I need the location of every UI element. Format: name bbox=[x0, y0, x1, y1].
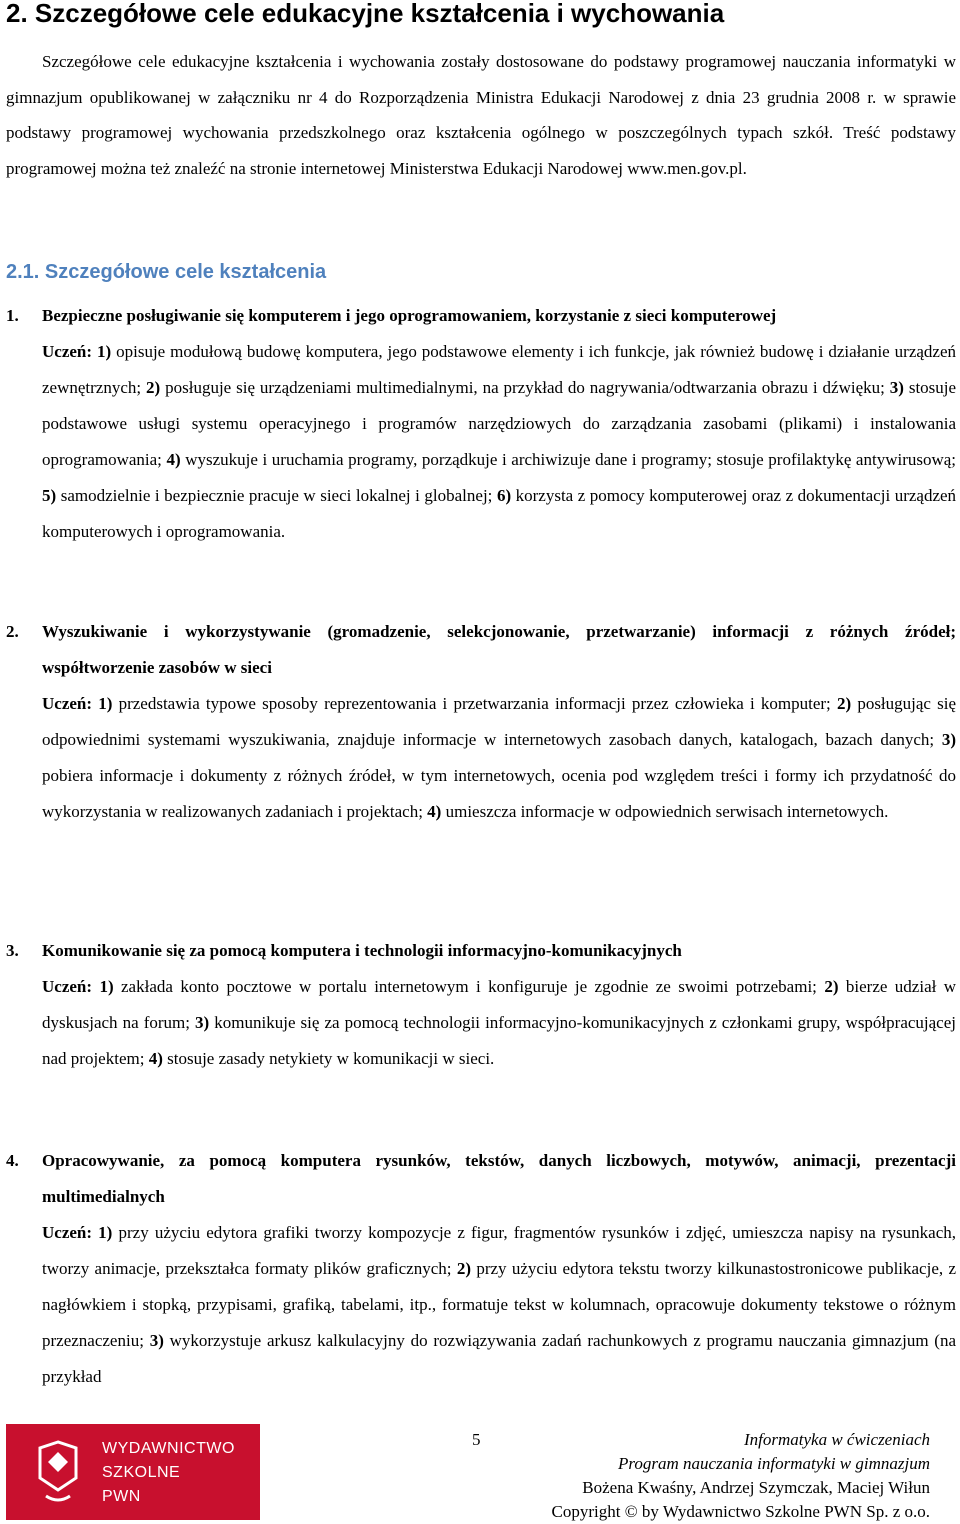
part-number: 1) bbox=[96, 342, 112, 361]
objective-number: 2. bbox=[6, 622, 19, 641]
part-number: 3) bbox=[941, 730, 956, 749]
objective-1 bbox=[6, 298, 956, 550]
pwn-logo-icon bbox=[28, 1438, 88, 1508]
part-text: przy użyciu edytora tekstu tworzy kilkunastostronicowe publikacje, z nagłówkiem i stopką, przypisami, grafiką, tabelami, itp., formatuje tekst w kolumnach, opracowuje dokumenty tekstowe o różnym przeznaczeniu; bbox=[42, 1259, 957, 1350]
part-number: 2) bbox=[456, 1259, 471, 1278]
part-text: bierze udział w dyskusjach na forum; bbox=[42, 977, 957, 1032]
lead-label: Uczeń: bbox=[42, 977, 93, 996]
objective-heading: Komunikowanie się za pomocą komputera i technologii informacyjno-komunikacyjnych bbox=[42, 941, 682, 960]
part-text: wyszukuje i uruchamia programy, porządkuje i archiwizuje dane i programy; stosuje profilaktykę antywirusową; bbox=[185, 450, 957, 469]
part-number: 2) bbox=[824, 977, 839, 996]
program-title: Program nauczania informatyki w gimnazjum bbox=[618, 1454, 930, 1473]
objective-number: 4. bbox=[6, 1151, 19, 1170]
part-number: 3) bbox=[889, 378, 904, 397]
objective-body bbox=[42, 1215, 956, 1395]
part-text: stosuje podstawowe usługi systemu operacyjnego i programów narzędziowych do zarządzania zasobami (plikami) i instalowania oprogramowania; bbox=[42, 378, 957, 469]
part-number: 3) bbox=[195, 1013, 210, 1032]
objective-4 bbox=[6, 1143, 956, 1395]
intro-paragraph: Szczegółowe cele edukacyjne kształcenia i wychowania zostały dostosowane do podstawy programowej nauczania informatyki w gimnazjum opublikowanej w załączniku nr 4 do Rozporządzenia Ministra Edukacji Narodowej z dnia 23 grudnia 2008 r. w sprawie podstawy programowej wychowania przedszkolnego oraz kształcenia ogólnego w poszczególnych typach szkół. Treść podstawy programowej można też znaleźć na stronie internetowej Ministerstwa Edukacji Narodowej www.men.gov.pl. bbox=[6, 52, 956, 178]
part-text: zakłada konto pocztowe w portalu internetowym i konfiguruje je zgodnie ze swoimi potrzebami; bbox=[121, 977, 817, 996]
logo-line: PWN bbox=[102, 1488, 141, 1505]
part-text: posługując się odpowiednimi systemami wyszukiwania, znajduje informacje w internetowych zasobach danych, katalogach, bazach danych; bbox=[42, 694, 957, 749]
part-text: wykorzystuje arkusz kalkulacyjny do rozwiązywania zadań rachunkowych z programu nauczania gimnazjum (na przykład bbox=[42, 1331, 956, 1386]
part-number: 2) bbox=[146, 378, 161, 397]
part-number: 1) bbox=[98, 1223, 113, 1242]
objective-2 bbox=[6, 614, 956, 830]
book-title: Informatyka w ćwiczeniach bbox=[743, 1430, 930, 1449]
objective-body bbox=[42, 334, 956, 550]
logo-line: WYDAWNICTWO bbox=[102, 1440, 235, 1457]
part-number: 2) bbox=[836, 694, 852, 713]
objective-3 bbox=[6, 933, 956, 1077]
part-text: stosuje zasady netykiety w komunikacji w sieci. bbox=[167, 1049, 495, 1068]
section-title: 2.1. Szczegółowe cele kształcenia bbox=[6, 261, 327, 283]
publisher-logo bbox=[6, 1424, 260, 1520]
part-number: 5) bbox=[42, 486, 57, 505]
part-text: opisuje modułową budowę komputera, jego podstawowe elementy i ich funkcje, jak również budowę i działanie urządzeń zewnętrznych; bbox=[42, 342, 957, 397]
lead-label: Uczeń: bbox=[42, 694, 93, 713]
part-text: posługuje się urządzeniami multimedialnymi, na przykład do nagrywania/odtwarzania obrazu i dźwięku; bbox=[165, 378, 885, 397]
part-number: 3) bbox=[149, 1331, 164, 1350]
part-number: 4) bbox=[166, 450, 181, 469]
part-number: 1) bbox=[99, 977, 114, 996]
part-number: 4) bbox=[148, 1049, 163, 1068]
objective-number: 1. bbox=[6, 306, 19, 325]
page-number: 5 bbox=[472, 1430, 481, 1449]
objective-number: 3. bbox=[6, 941, 19, 960]
part-number: 6) bbox=[496, 486, 512, 505]
authors: Bożena Kwaśny, Andrzej Szymczak, Maciej Wiłun bbox=[582, 1478, 930, 1497]
part-text: samodzielnie i bezpiecznie pracuje w sieci lokalnej i globalnej; bbox=[60, 486, 493, 505]
lead-label: Uczeń: bbox=[42, 1223, 93, 1242]
part-text: przy użyciu edytora grafiki tworzy kompozycje z figur, fragmentów rysunków i zdjęć, umieszcza napisy na rysunkach, tworzy animacje, przekształca formaty plików graficznych; bbox=[42, 1223, 957, 1278]
objective-heading: Wyszukiwanie i wykorzystywanie (gromadzenie, selekcjonowanie, przetwarzanie) informacji z różnych źródeł; współtworzenie zasobów w sieci bbox=[42, 622, 956, 677]
logo-line: SZKOLNE bbox=[102, 1464, 181, 1481]
part-text: pobiera informacje i dokumenty z różnych źródeł, w tym internetowych, ocenia pod względem treści i formy ich przydatność do wykorzystania w realizowanych zadaniach i projektach; bbox=[42, 766, 956, 821]
part-number: 1) bbox=[98, 694, 113, 713]
objective-heading: Opracowywanie, za pomocą komputera rysunków, tekstów, danych liczbowych, motywów, animacji, prezentacji multimedialnych bbox=[42, 1151, 956, 1206]
chapter-title: 2. Szczegółowe cele edukacyjne kształcenia i wychowania bbox=[6, 0, 725, 28]
logo-text bbox=[102, 1437, 235, 1509]
copyright: Copyright © by Wydawnictwo Szkolne PWN Sp. z o.o. bbox=[551, 1502, 930, 1521]
part-text: przedstawia typowe sposoby reprezentowania i przetwarzania informacji przez człowieka i komputer; bbox=[118, 694, 831, 713]
part-text: komunikuje się za pomocą technologii informacyjno-komunikacyjnych z członkami grupy, współpracującej nad projektem; bbox=[42, 1013, 956, 1068]
part-text: umieszcza informacje w odpowiednich serwisach internetowych. bbox=[445, 802, 889, 821]
objective-body bbox=[42, 969, 956, 1077]
part-number: 4) bbox=[427, 802, 442, 821]
part-text: korzysta z pomocy komputerowej oraz z dokumentacji urządzeń komputerowych i oprogramowania. bbox=[42, 486, 957, 541]
objective-heading: Bezpieczne posługiwanie się komputerem i jego oprogramowaniem, korzystanie z sieci komputerowej bbox=[42, 306, 777, 325]
lead-label: Uczeń: bbox=[42, 342, 93, 361]
objective-body bbox=[42, 686, 956, 830]
footer-info bbox=[552, 1428, 930, 1524]
